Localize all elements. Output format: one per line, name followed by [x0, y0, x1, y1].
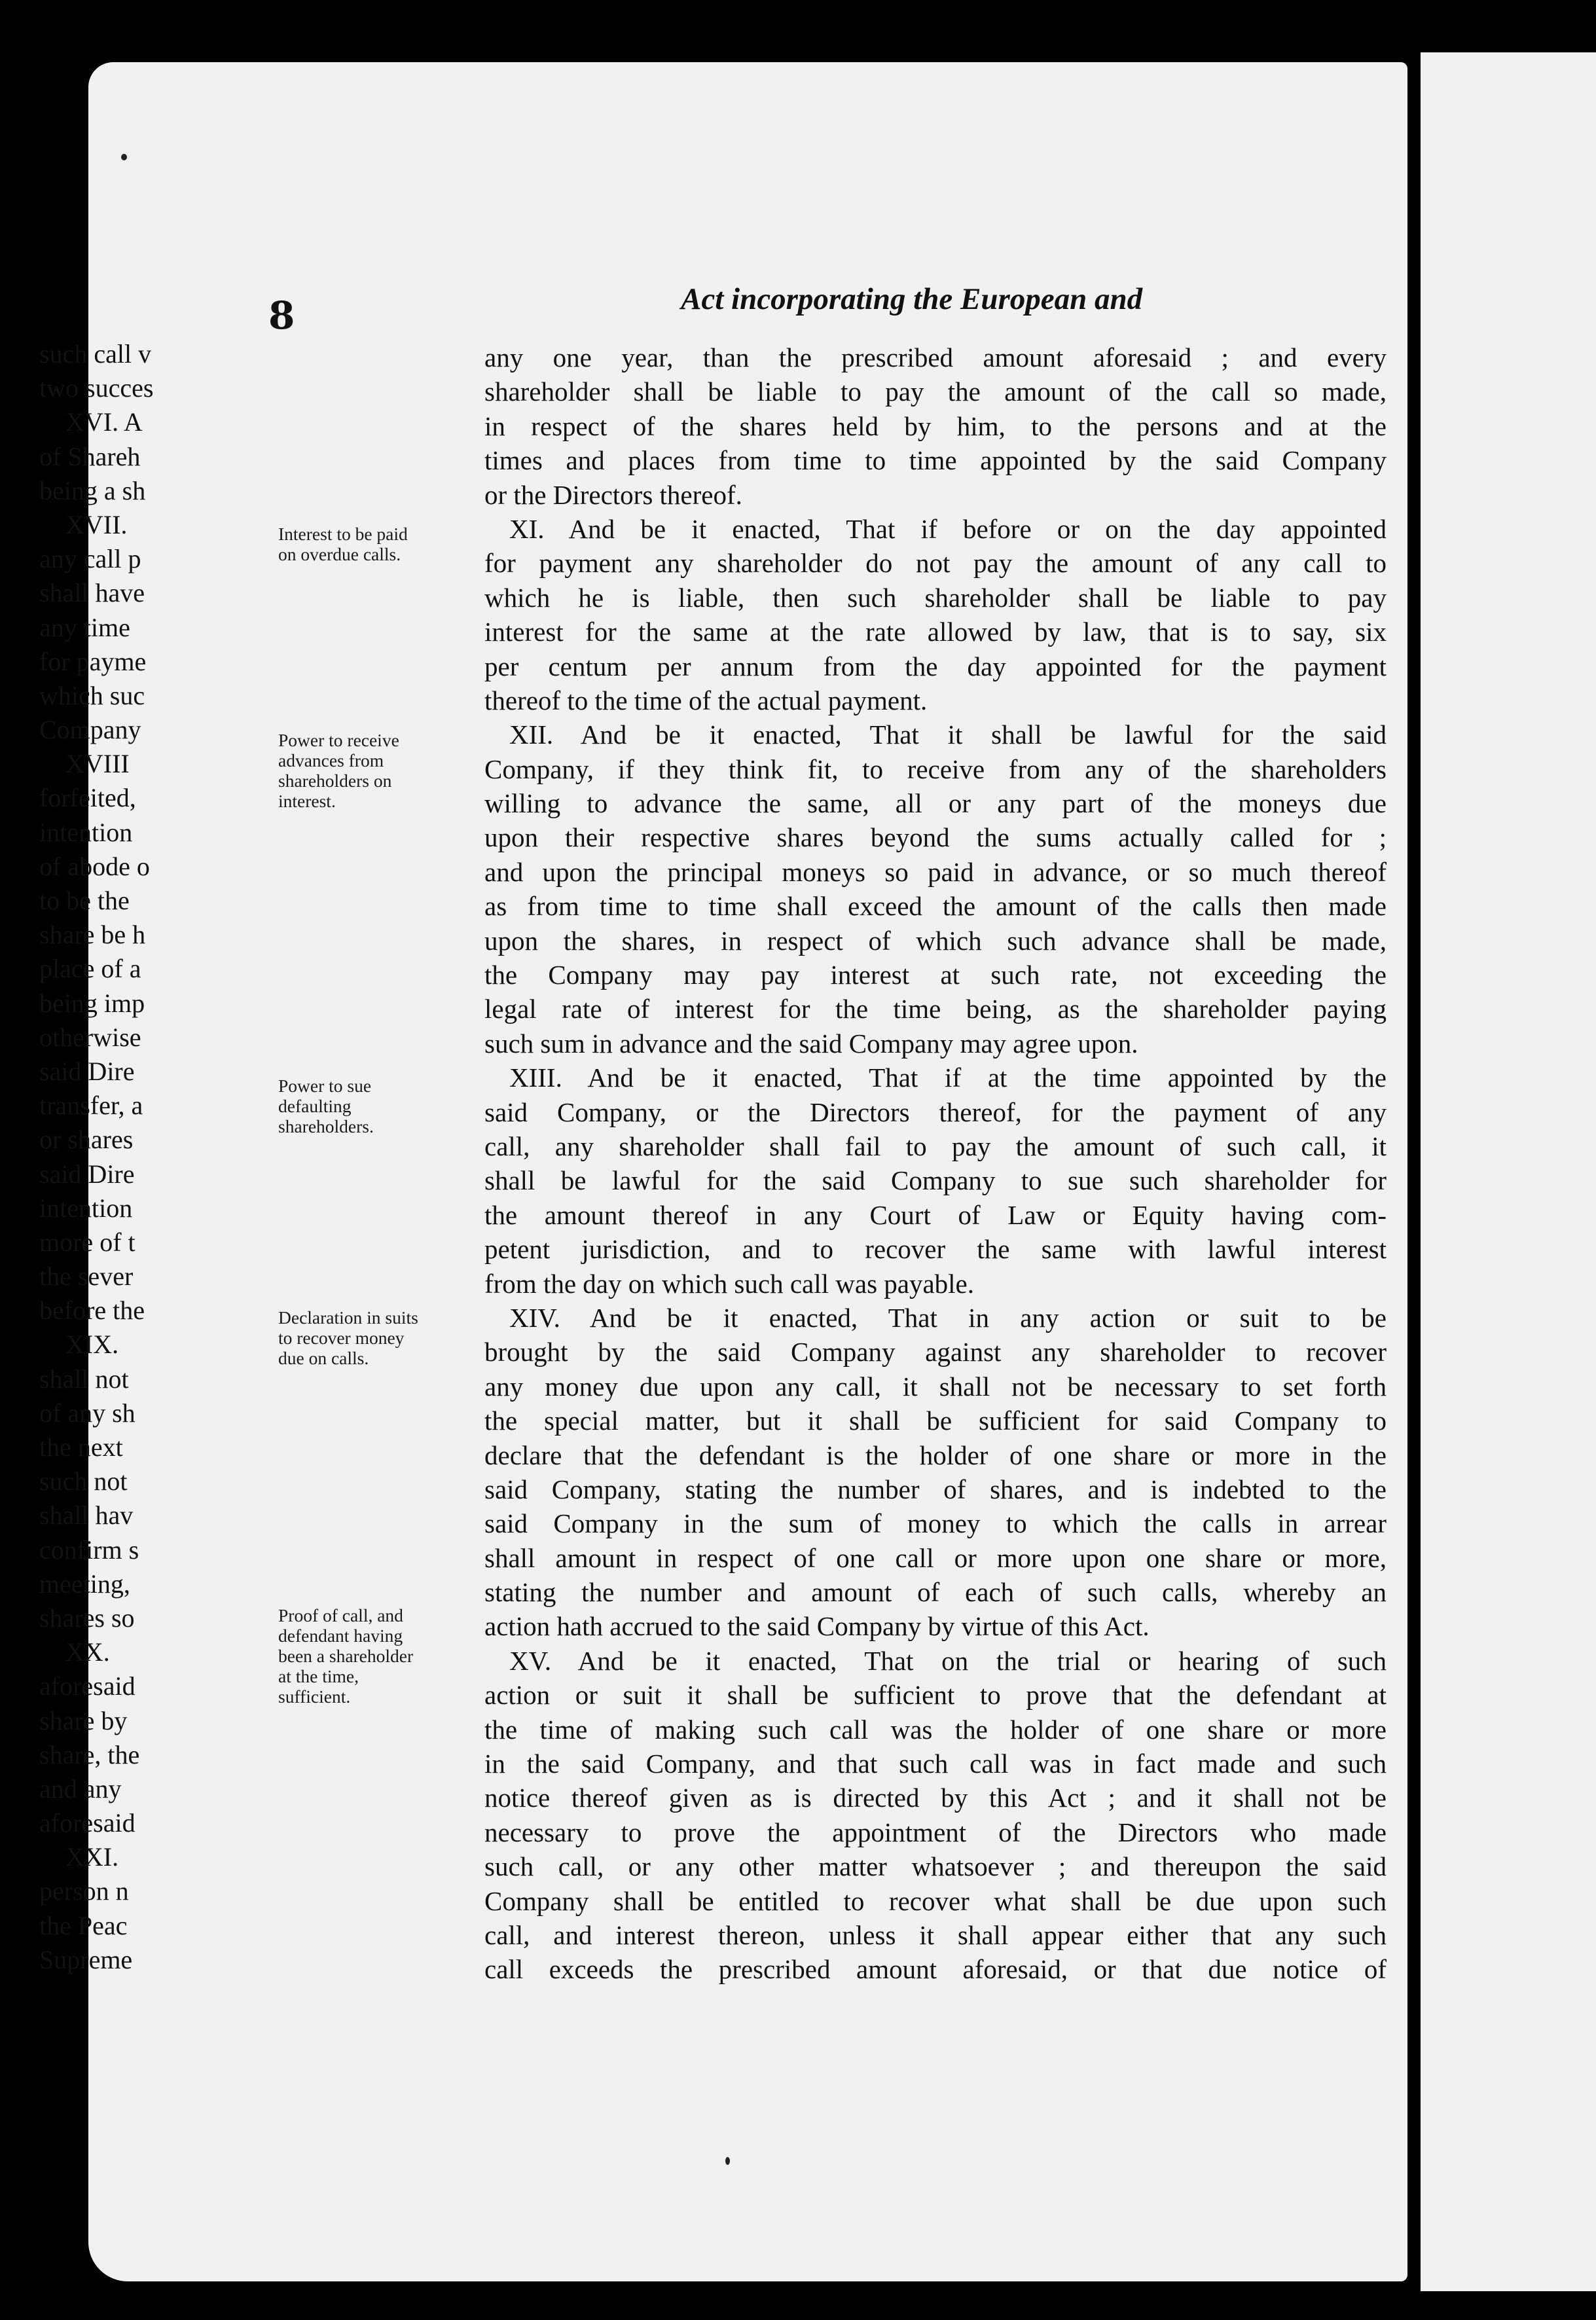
body-line: upon their respective shares beyond the sums actually called for ;: [484, 822, 1387, 853]
body-line: notice thereof given as is directed by this Act ; and it shall not be: [484, 1783, 1387, 1813]
facing-line: Supreme: [39, 1944, 133, 1974]
facing-line: XIX.: [65, 1330, 119, 1360]
margin-note-line: Declaration in suits: [278, 1307, 418, 1328]
body-line: legal rate of interest for the time being, as the shareholder paying: [484, 994, 1387, 1024]
facing-line: share be h: [39, 920, 146, 950]
facing-line: share, the: [39, 1739, 140, 1769]
facing-line: person n: [39, 1876, 129, 1906]
body-line: said Company in the sum of money to which the calls in arrear: [484, 1508, 1387, 1539]
margin-note-line: due on calls.: [278, 1348, 369, 1368]
facing-line: shall not: [39, 1364, 129, 1394]
body-line: call, and interest thereon, unless it shall appear either that any such: [484, 1919, 1387, 1950]
margin-note-line: defaulting: [278, 1096, 352, 1116]
body-line: necessary to prove the appointment of the Directors who made: [484, 1817, 1387, 1847]
facing-line: forfeited,: [39, 783, 136, 813]
body-line: thereof to the time of the actual payment.: [484, 685, 928, 716]
facing-line: any call p: [39, 544, 141, 574]
section-heading-line: XIV. And be it enacted, That in any action or suit to be: [509, 1302, 1387, 1333]
margin-note-line: Interest to be paid: [278, 524, 408, 544]
body-line: Company, if they think fit, to receive from any of the shareholders: [484, 753, 1387, 784]
facing-line: which suc: [39, 680, 145, 710]
body-line: shall amount in respect of one call or more upon one share or more,: [484, 1542, 1387, 1573]
body-line: stating the number and amount of each of such calls, whereby an: [484, 1577, 1387, 1608]
body-line: shareholder shall be liable to pay the amount of the call so made,: [484, 376, 1387, 407]
section-heading-line: XIII. And be it enacted, That if at the time appointed by the: [509, 1062, 1387, 1093]
ink-speck: [121, 154, 127, 160]
facing-line: or shares: [39, 1125, 134, 1155]
facing-line: XVII.: [65, 509, 128, 539]
facing-line: place of a: [39, 954, 141, 984]
body-line: times and places from time to time appointed by the said Company: [484, 445, 1387, 476]
body-line: interest for the same at the rate allowed by law, that is to say, six: [484, 617, 1387, 647]
margin-note-proof: [278, 1605, 494, 1707]
facing-page-sheet: [1421, 52, 1596, 2291]
facing-line: confirm s: [39, 1534, 139, 1565]
ink-speck: [725, 2157, 730, 2165]
body-line: petent jurisdiction, and to recover the same with lawful interest: [484, 1234, 1387, 1265]
facing-line: such not: [39, 1466, 128, 1496]
body-line: in the said Company, and that such call was in fact made and such: [484, 1749, 1387, 1779]
margin-note-advances: [278, 730, 494, 811]
facing-page-text: [39, 337, 153, 1977]
body-line: from the day on which such call was payable.: [484, 1268, 975, 1299]
facing-line: more of t: [39, 1227, 136, 1257]
facing-line: Company: [39, 715, 141, 745]
margin-note-declaration: [278, 1307, 494, 1368]
body-line: action hath accrued to the said Company by virtue of this Act.: [484, 1611, 1150, 1642]
body-line: action or suit it shall be sufficient to prove that the defendant at: [484, 1680, 1387, 1711]
facing-line: intention: [39, 817, 133, 847]
body-line: willing to advance the same, all or any part of the moneys due: [484, 788, 1387, 819]
section-heading-line: XI. And be it enacted, That if before or on the day appointed: [509, 513, 1387, 544]
body-line: as from time to time shall exceed the amount of the calls then made: [484, 891, 1387, 922]
body-line: call exceeds the prescribed amount aforesaid, or that due notice of: [484, 1954, 1387, 1985]
facing-line: meeting,: [39, 1568, 130, 1599]
body-line: any one year, than the prescribed amount aforesaid ; and every: [484, 342, 1387, 372]
facing-line: XX.: [65, 1637, 110, 1667]
margin-note-line: defendant having: [278, 1625, 403, 1646]
facing-line: the sever: [39, 1261, 134, 1292]
facing-line: two succes: [39, 373, 154, 403]
section-heading-line: XII. And be it enacted, That it shall be lawful for the said: [509, 719, 1387, 750]
facing-line: any time: [39, 612, 130, 642]
margin-note-line: shareholders on: [278, 770, 392, 791]
facing-line: said Dire: [39, 1159, 135, 1189]
body-line: said Company, stating the number of shares, and is indebted to the: [484, 1474, 1387, 1504]
facing-line: intention: [39, 1193, 133, 1223]
body-line: or the Directors thereof.: [484, 479, 742, 510]
margin-note-line: Power to sue: [278, 1076, 372, 1096]
facing-line: to be the: [39, 886, 130, 915]
margin-note-line: interest.: [278, 791, 336, 811]
body-line: which he is liable, then such shareholder shall be liable to pay: [484, 582, 1387, 613]
facing-line: shall have: [39, 578, 145, 608]
facing-line: aforesaid: [39, 1671, 136, 1701]
body-line: upon the shares, in respect of which such advance shall be made,: [484, 925, 1387, 956]
body-text: [484, 340, 1407, 1987]
body-line: such sum in advance and the said Company may agree upon.: [484, 1028, 1138, 1059]
margin-note-line: shareholders.: [278, 1116, 374, 1136]
section-heading-line: XV. And be it enacted, That on the trial or hearing of such: [509, 1645, 1387, 1676]
facing-line: before the: [39, 1296, 145, 1326]
facing-line: shares so: [39, 1603, 135, 1633]
body-line: the amount thereof in any Court of Law or Equity having com-: [484, 1199, 1387, 1230]
body-line: any money due upon any call, it shall not be necessary to set forth: [484, 1371, 1387, 1402]
margin-note-interest: [278, 524, 494, 564]
body-line: the special matter, but it shall be sufficient for said Company to: [484, 1405, 1387, 1436]
facing-line: transfer, a: [39, 1091, 143, 1121]
body-line: the time of making such call was the holder of one share or more: [484, 1714, 1387, 1745]
facing-line: the Peac: [39, 1910, 128, 1940]
facing-line: of Shareh: [39, 441, 141, 471]
facing-line: for payme: [39, 646, 147, 676]
body-line: in respect of the shares held by him, to the persons and at the: [484, 410, 1387, 441]
body-line: per centum per annum from the day appointed for the payment: [484, 651, 1387, 681]
margin-note-line: Power to receive: [278, 730, 399, 750]
facing-line: being imp: [39, 988, 145, 1018]
margin-note-line: advances from: [278, 750, 384, 770]
page-number: 8: [268, 293, 295, 338]
facing-line: share by: [39, 1705, 128, 1735]
body-line: declare that the defendant is the holder of one share or more in the: [484, 1440, 1387, 1470]
facing-line: of any sh: [39, 1398, 136, 1428]
facing-line: XXI.: [65, 1842, 119, 1872]
facing-line: and any: [39, 1773, 122, 1803]
body-line: said Company, or the Directors thereof, for the payment of any: [484, 1097, 1387, 1127]
margin-note-line: on overdue calls.: [278, 544, 401, 564]
body-line: call, any shareholder shall fail to pay the amount of such call, it: [484, 1131, 1387, 1161]
facing-line: of abode o: [39, 851, 150, 881]
facing-line: such call v: [39, 339, 152, 369]
margin-note-line: Proof of call, and: [278, 1605, 403, 1625]
body-line: brought by the said Company against any shareholder to recover: [484, 1337, 1387, 1368]
margin-note-line: sufficient.: [278, 1686, 351, 1707]
body-line: and upon the principal moneys so paid in advance, or so much thereof: [484, 856, 1387, 887]
margin-note-sue: [278, 1076, 494, 1136]
facing-line: the next: [39, 1432, 123, 1462]
margin-note-line: at the time,: [278, 1666, 359, 1686]
facing-line: otherwise: [39, 1022, 141, 1052]
body-line: shall be lawful for the said Company to sue such shareholder for: [484, 1165, 1387, 1196]
facing-line: being a sh: [39, 475, 146, 505]
facing-line: XVIII: [65, 749, 130, 779]
facing-line: shall hav: [39, 1500, 134, 1531]
margin-note-line: to recover money: [278, 1328, 405, 1348]
body-line: such call, or any other matter whatsoever ; and thereupon the said: [484, 1851, 1387, 1882]
body-line: for payment any shareholder do not pay the amount of any call to: [484, 548, 1387, 579]
facing-line: said Dire: [39, 1056, 135, 1086]
body-line: the Company may pay interest at such rate, not exceeding the: [484, 960, 1387, 990]
margin-note-line: been a shareholder: [278, 1646, 414, 1666]
facing-line: aforesaid: [39, 1808, 136, 1838]
running-head: Act incorporating the European and: [681, 282, 1143, 316]
body-line: Company shall be entitled to recover what shall be due upon such: [484, 1885, 1387, 1916]
facing-line: XVI. A: [65, 407, 143, 437]
